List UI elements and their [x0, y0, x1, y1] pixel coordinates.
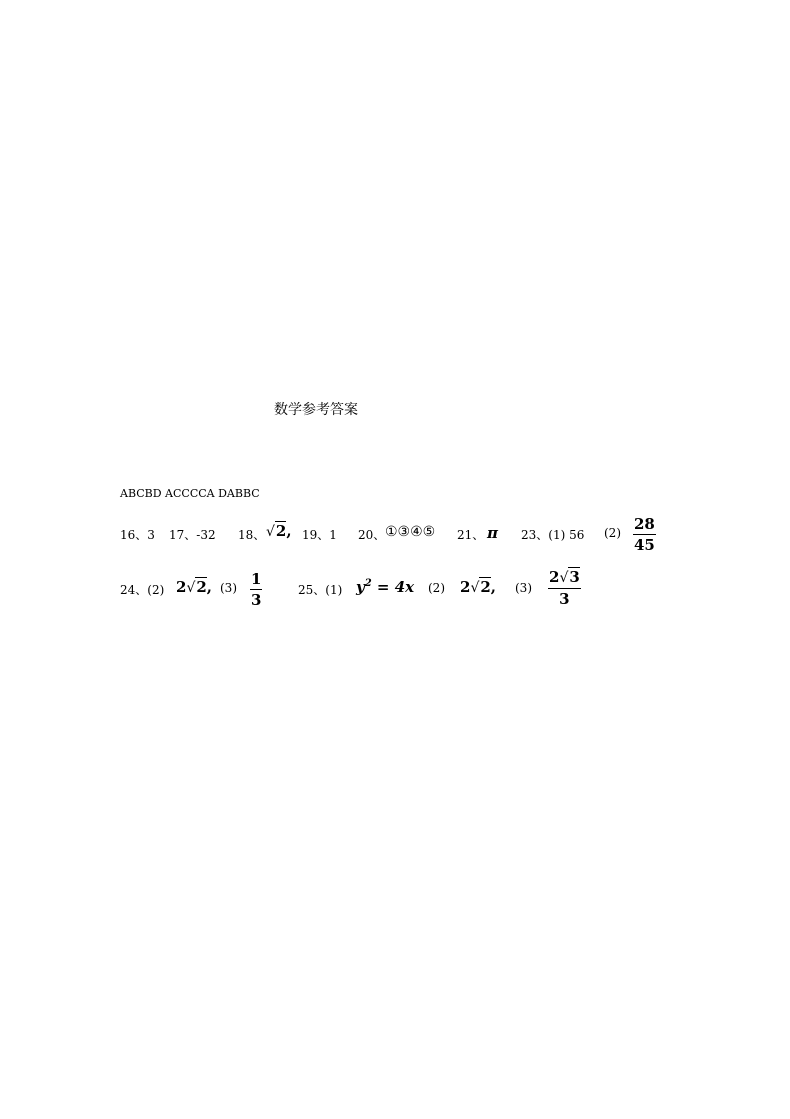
- answer-21: π: [487, 524, 498, 542]
- answer-25-2-label: (2): [428, 581, 445, 595]
- page-title: 数学参考答案: [274, 402, 358, 418]
- answer-19: 19、1: [302, 528, 337, 542]
- numerator: [548, 568, 581, 589]
- answer-17: 17、-32: [169, 528, 216, 542]
- answer-18-label: 18、: [238, 528, 266, 542]
- sqrt-sign: √: [470, 580, 480, 596]
- sqrt-sign: √: [266, 524, 275, 540]
- coefficient: 2: [549, 568, 560, 586]
- sqrt-arg: 2: [196, 578, 207, 596]
- answer-25-3-label: (3): [515, 581, 532, 595]
- denominator: 3: [251, 591, 262, 609]
- denominator: 3: [559, 590, 570, 608]
- answer-24-3-fraction: [250, 570, 262, 609]
- answer-25-3-fraction: [548, 568, 581, 608]
- answer-16: 16、3: [120, 528, 155, 542]
- numerator: 1: [251, 570, 262, 588]
- sqrt-sign: √: [559, 570, 569, 586]
- separator: ,: [490, 578, 497, 596]
- sqrt-arg: 2: [275, 522, 287, 540]
- coefficient: 2: [460, 578, 471, 596]
- equation-rhs: = 4x: [371, 578, 415, 596]
- separator: ,: [206, 578, 213, 596]
- coefficient: 2: [176, 578, 187, 596]
- answer-24-2-label: 24、(2): [120, 583, 165, 597]
- exponent: 2: [364, 578, 372, 589]
- answer-23-2-fraction: [633, 515, 656, 554]
- answer-20-label: 20、: [358, 528, 386, 542]
- equation-lhs: y: [356, 578, 365, 596]
- answer-21-label: 21、: [457, 528, 485, 542]
- answer-23-1: 23、(1) 56: [521, 528, 585, 542]
- answer-20: ①③④⑤: [385, 524, 436, 540]
- answer-23-2-label: (2): [604, 526, 621, 540]
- choice-answers: ABCBD ACCCCA DABBC: [120, 487, 260, 500]
- answer-24-2: [176, 578, 212, 596]
- answer-25-1: [356, 578, 414, 596]
- denominator: 45: [634, 536, 655, 554]
- answer-25-1-label: 25、(1): [298, 583, 343, 597]
- numerator: 28: [634, 515, 655, 533]
- answer-18-sqrt: [266, 522, 292, 540]
- answer-25-2: [460, 578, 496, 596]
- sqrt-arg: 2: [480, 578, 491, 596]
- sqrt-arg: 3: [569, 568, 580, 586]
- sqrt-sign: √: [186, 580, 196, 596]
- separator: ,: [286, 522, 292, 540]
- answer-24-3-label: (3): [220, 581, 237, 595]
